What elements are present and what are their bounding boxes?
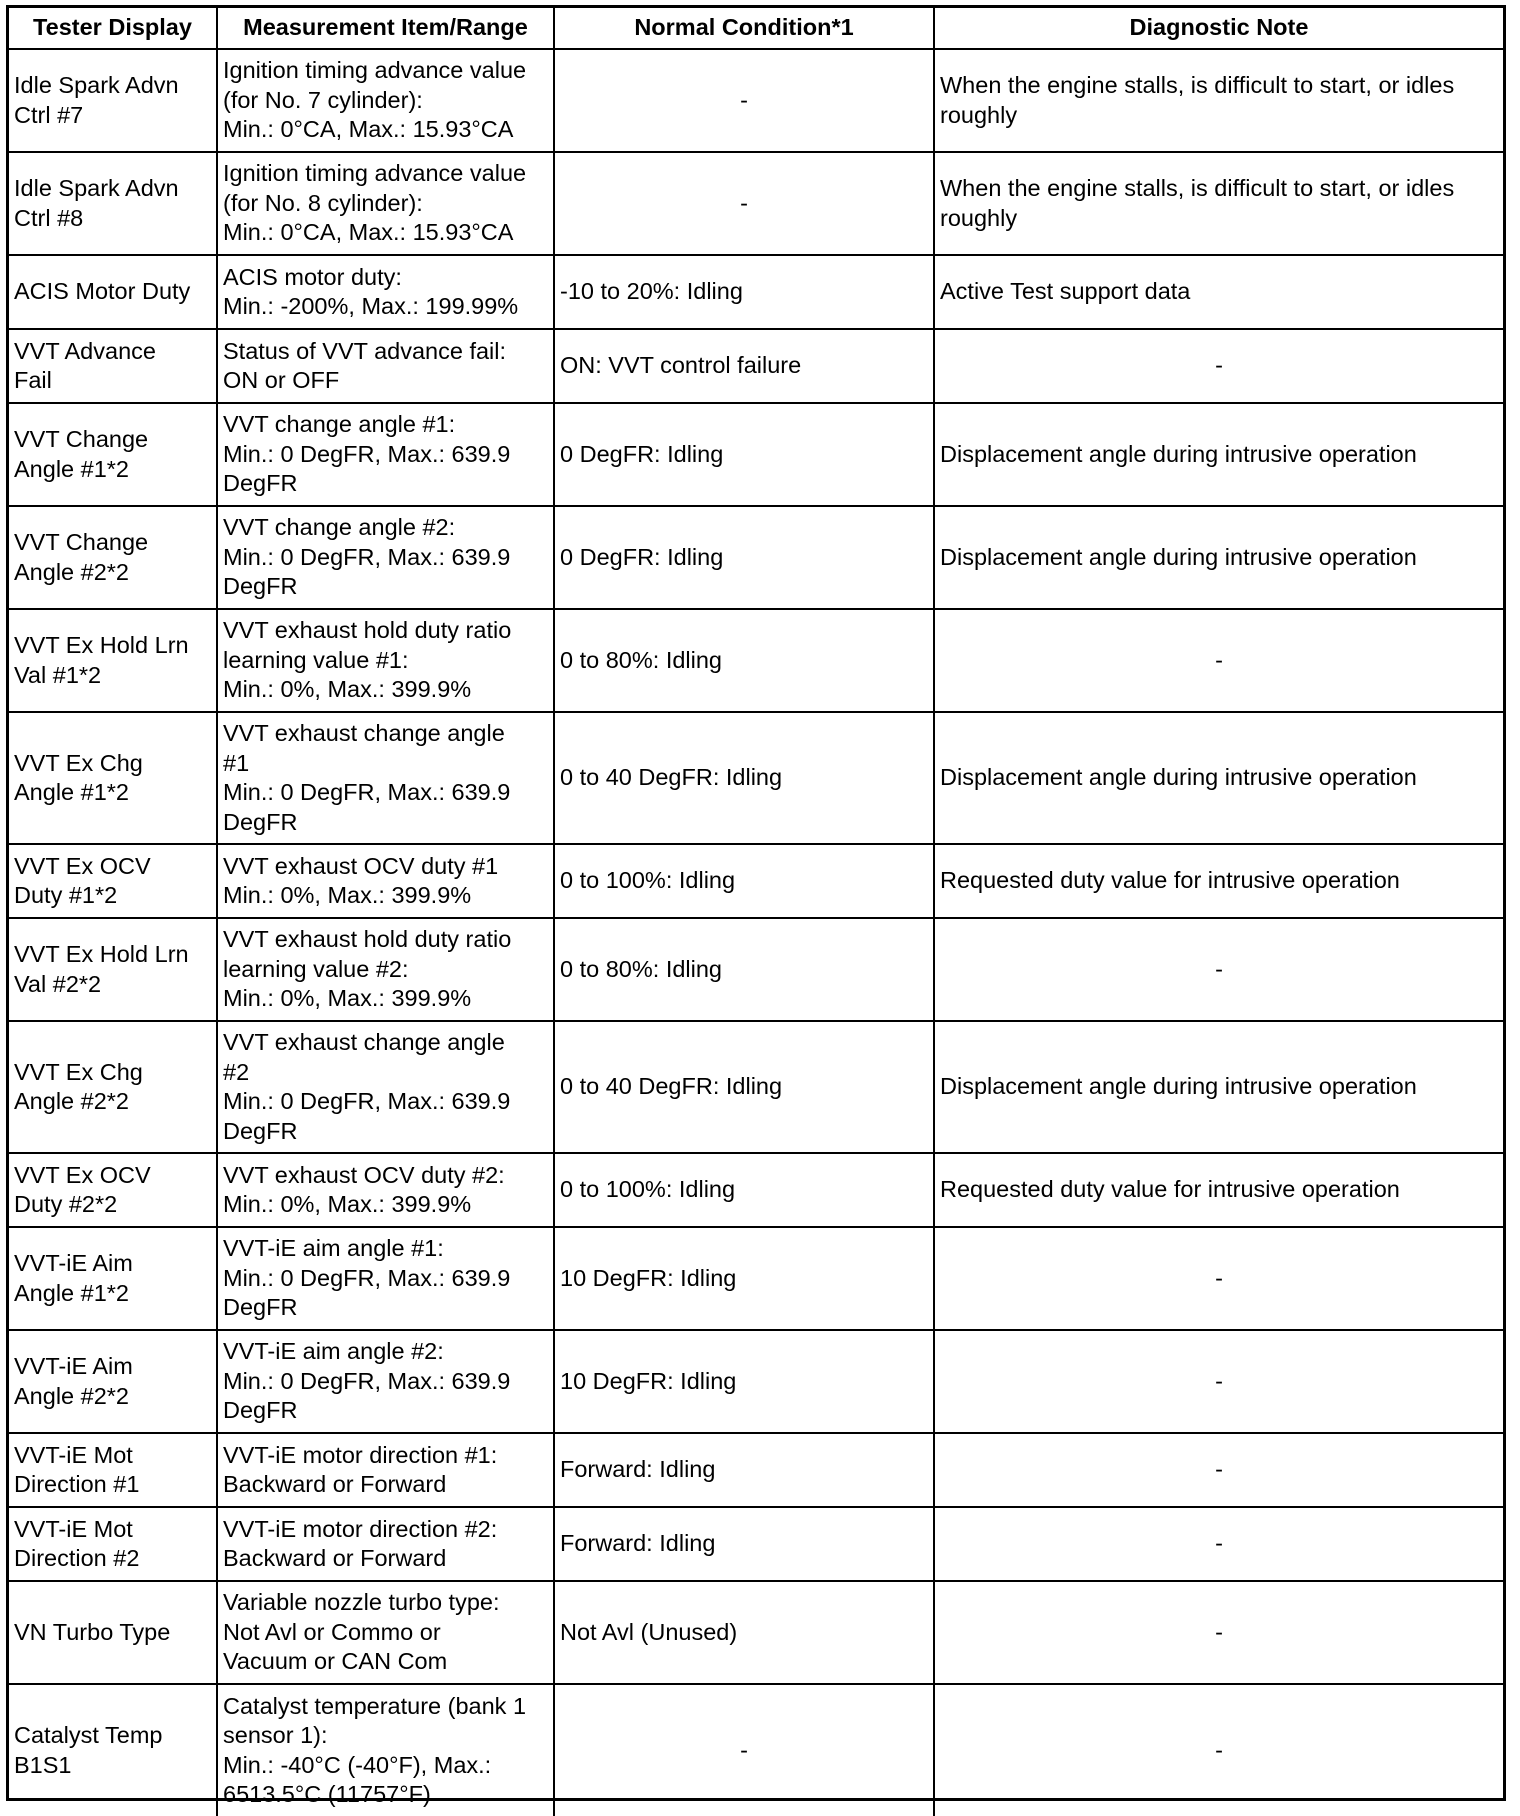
tester-display-cell-line: Duty #1*2 [14,882,118,908]
tester-display-cell-line: VVT Ex OCV [14,1161,151,1188]
normal-condition-cell: 0 to 100%: Idling [554,1153,934,1227]
diagnostic-note-cell: Active Test support data [934,255,1503,329]
measurement-cell-line: VVT-iE aim angle #2: [223,1338,444,1365]
tester-display-cell-line: Idle Spark Advn [14,175,179,201]
measurement-cell-line: Min.: 0 DegFR, Max.: 639.9 [223,440,511,467]
tester-display-cell-line: Duty #2*2 [14,1191,118,1217]
tester-display-cell-line: B1S1 [14,1751,72,1778]
measurement-cell-line: Status of VVT advance fail: [223,337,507,364]
measurement-cell-line: (for No. 8 cylinder): [223,189,423,216]
normal-condition-cell: Forward: Idling [554,1507,934,1581]
tester-display-cell-line: Idle Spark Advn [14,72,179,98]
measurement-cell-line: Min.: 0 DegFR, Max.: 639.9 [223,1367,511,1394]
diagnostic-note-cell: Requested duty value for intrusive operation [934,844,1503,918]
measurement-cell-line: learning value #1: [223,646,409,673]
measurement-cell-line: ACIS motor duty: [223,263,402,290]
tester-display-cell [9,712,217,844]
data-list-sheet [6,5,1506,1807]
measurement-cell-line: VVT-iE motor direction #2: [223,1515,498,1542]
tester-display-cell-line: Ctrl #8 [14,204,84,231]
table-row [9,844,1503,918]
tester-display-cell [9,1021,217,1153]
tester-display-cell-line: Val #1*2 [14,661,102,688]
tester-display-cell [9,403,217,506]
tester-display-cell-line: VVT Ex OCV [14,852,151,879]
tester-display-cell-line: Angle #1*2 [14,455,129,482]
diagnostic-note-cell: Displacement angle during intrusive operation [934,1021,1503,1153]
measurement-cell [217,609,554,712]
table-row [9,49,1503,152]
measurement-cell-line: Min.: 0 DegFR, Max.: 639.9 [223,1264,511,1291]
measurement-cell-line: Backward or Forward [223,1545,447,1571]
tester-display-cell-line: VVT-iE Mot [14,1515,133,1542]
tester-display-cell [9,506,217,609]
diagnostic-note-cell: - [934,1507,1503,1581]
normal-condition-cell: 10 DegFR: Idling [554,1227,934,1330]
measurement-cell [217,844,554,918]
measurement-cell-line: Catalyst temperature (bank 1 [223,1692,527,1719]
normal-condition-cell: 0 to 80%: Idling [554,918,934,1021]
tester-display-cell-line: VVT-iE Aim [14,1250,133,1276]
tester-display-cell-line: VVT Ex Hold Lrn [14,941,189,967]
table-row [9,1581,1503,1684]
measurement-cell-line: DegFR [223,1294,298,1321]
measurement-cell [217,918,554,1021]
tester-display-cell [9,1507,217,1581]
tester-display-cell-line: Angle #2*2 [14,558,129,585]
measurement-cell-line: DegFR [223,808,298,835]
normal-condition-cell: - [554,1684,934,1816]
table-row [9,609,1503,712]
table-row [9,918,1503,1021]
measurement-cell-line: VVT exhaust change angle [223,1029,505,1055]
measurement-cell-line: Min.: -40°C (-40°F), Max.: [223,1751,492,1778]
table-row [9,152,1503,255]
measurement-cell-line: Ignition timing advance value [223,160,527,187]
table-row [9,1227,1503,1330]
tester-display-cell-line: VVT Advance [14,337,156,364]
measurement-cell [217,329,554,403]
measurement-cell [217,1021,554,1153]
tester-display-cell-line: VN Turbo Type [14,1618,171,1645]
header-tester-display: Tester Display [9,8,217,49]
tester-display-cell-line: Ctrl #7 [14,101,84,128]
measurement-cell [217,1684,554,1816]
measurement-cell-line: Not Avl or Commo or [223,1618,441,1645]
tester-display-cell [9,1581,217,1684]
diagnostic-note-cell: - [934,1684,1503,1816]
tester-display-cell-line: VVT-iE Aim [14,1353,133,1379]
tester-display-cell-line: VVT Change [14,529,149,555]
diagnostic-note-cell: Displacement angle during intrusive operation [934,712,1503,844]
measurement-cell [217,403,554,506]
measurement-cell-line: DegFR [223,1117,298,1144]
diagnostic-note-cell: - [934,918,1503,1021]
measurement-cell-line: Min.: -200%, Max.: 199.99% [223,293,519,319]
measurement-cell-line: Ignition timing advance value [223,57,527,84]
measurement-cell-line: Min.: 0%, Max.: 399.9% [223,882,472,908]
diagnostic-note-cell: Displacement angle during intrusive operation [934,506,1503,609]
table-row [9,403,1503,506]
tester-display-cell-line: Catalyst Temp [14,1722,163,1748]
measurement-cell-line: VVT change angle #1: [223,411,456,438]
table-row [9,1153,1503,1227]
tester-display-cell-line: Direction #1 [14,1471,140,1497]
tester-display-cell-line: Val #2*2 [14,970,102,997]
measurement-cell-line: VVT-iE motor direction #1: [223,1441,498,1468]
table-row [9,1330,1503,1433]
tester-display-cell [9,152,217,255]
measurement-cell [217,152,554,255]
tester-display-cell [9,1684,217,1816]
tester-display-cell-line: VVT Change [14,426,149,452]
diagnostic-note-cell: Requested duty value for intrusive operation [934,1153,1503,1227]
table-row [9,1021,1503,1153]
tester-display-cell [9,1330,217,1433]
normal-condition-cell: -10 to 20%: Idling [554,255,934,329]
measurement-cell-line: VVT exhaust hold duty ratio [223,926,512,953]
measurement-cell-line: VVT exhaust OCV duty #2: [223,1161,505,1188]
measurement-cell-line: Min.: 0 DegFR, Max.: 639.9 [223,779,511,805]
measurement-cell-line: Variable nozzle turbo type: [223,1589,500,1616]
normal-condition-cell: 0 to 40 DegFR: Idling [554,712,934,844]
measurement-cell-line: Min.: 0 DegFR, Max.: 639.9 [223,543,511,570]
data-list-table [9,8,1503,1816]
header-normal-condition: Normal Condition*1 [554,8,934,49]
measurement-cell-line: Min.: 0°CA, Max.: 15.93°CA [223,219,514,246]
normal-condition-cell: 0 DegFR: Idling [554,506,934,609]
measurement-cell [217,1330,554,1433]
measurement-cell-line: VVT change angle #2: [223,514,456,541]
tester-display-cell-line: Angle #1*2 [14,1279,129,1306]
measurement-cell [217,1581,554,1684]
measurement-cell-line: Min.: 0%, Max.: 399.9% [223,676,472,703]
tester-display-cell [9,49,217,152]
normal-condition-cell: ON: VVT control failure [554,329,934,403]
measurement-cell [217,1227,554,1330]
diagnostic-note-cell: - [934,1581,1503,1684]
diagnostic-note-cell: - [934,609,1503,712]
tester-display-cell-line: VVT Ex Chg [14,1058,143,1085]
tester-display-cell-line: ACIS Motor Duty [14,278,191,305]
table-row [9,329,1503,403]
tester-display-cell-line: Angle #1*2 [14,779,129,805]
measurement-cell-line: DegFR [223,573,298,600]
measurement-cell-line: Min.: 0%, Max.: 399.9% [223,985,472,1012]
normal-condition-cell: 0 to 80%: Idling [554,609,934,712]
diagnostic-note-cell: - [934,1227,1503,1330]
tester-display-cell [9,255,217,329]
measurement-cell-line: Backward or Forward [223,1471,447,1497]
tester-display-cell [9,1227,217,1330]
table-row [9,1684,1503,1816]
table-row [9,255,1503,329]
diagnostic-note-cell: - [934,1330,1503,1433]
tester-display-cell [9,1433,217,1507]
diagnostic-note-cell: When the engine stalls, is difficult to start, or idles roughly [934,49,1503,152]
tester-display-cell-line: VVT-iE Mot [14,1441,133,1468]
measurement-cell-line: VVT exhaust OCV duty #1 [223,852,499,879]
table-row [9,1507,1503,1581]
tester-display-cell [9,918,217,1021]
measurement-cell-line: Min.: 0 DegFR, Max.: 639.9 [223,1088,511,1114]
measurement-cell [217,255,554,329]
tester-display-cell-line: VVT Ex Hold Lrn [14,632,189,658]
normal-condition-cell: 0 to 100%: Idling [554,844,934,918]
measurement-cell-line: VVT exhaust hold duty ratio [223,617,512,644]
measurement-cell-line: VVT-iE aim angle #1: [223,1235,444,1262]
measurement-cell-line: DegFR [223,470,298,497]
diagnostic-note-cell: When the engine stalls, is difficult to start, or idles roughly [934,152,1503,255]
normal-condition-cell: Not Avl (Unused) [554,1581,934,1684]
tester-display-cell-line: VVT Ex Chg [14,749,143,776]
measurement-cell-line: Min.: 0°CA, Max.: 15.93°CA [223,116,514,143]
measurement-cell-line: Vacuum or CAN Com [223,1648,448,1675]
tester-display-cell [9,844,217,918]
measurement-cell-line: learning value #2: [223,955,409,982]
tester-display-cell-line: Angle #2*2 [14,1382,129,1409]
normal-condition-cell: 10 DegFR: Idling [554,1330,934,1433]
measurement-cell [217,712,554,844]
diagnostic-note-cell: - [934,1433,1503,1507]
header-diagnostic-note: Diagnostic Note [934,8,1503,49]
measurement-cell [217,49,554,152]
diagnostic-note-cell: Displacement angle during intrusive operation [934,403,1503,506]
measurement-cell [217,506,554,609]
tester-display-cell [9,609,217,712]
measurement-cell-line: sensor 1): [223,1722,328,1748]
measurement-cell-line: (for No. 7 cylinder): [223,86,423,113]
table-row [9,1433,1503,1507]
measurement-cell-line: #2 [223,1058,250,1085]
tester-display-cell-line: Angle #2*2 [14,1088,129,1114]
diagnostic-note-cell: - [934,329,1503,403]
table-header-row [9,8,1503,49]
measurement-cell [217,1433,554,1507]
measurement-cell [217,1153,554,1227]
tester-display-cell [9,329,217,403]
normal-condition-cell: - [554,152,934,255]
measurement-cell-line: #1 [223,749,250,776]
normal-condition-cell: Forward: Idling [554,1433,934,1507]
table-body [9,49,1503,1816]
table-row [9,712,1503,844]
table-row [9,506,1503,609]
measurement-cell-line: Min.: 0%, Max.: 399.9% [223,1191,472,1217]
measurement-cell-line: ON or OFF [223,367,340,393]
normal-condition-cell: 0 to 40 DegFR: Idling [554,1021,934,1153]
tester-display-cell [9,1153,217,1227]
measurement-cell-line: DegFR [223,1397,298,1424]
measurement-cell [217,1507,554,1581]
tester-display-cell-line: Direction #2 [14,1545,140,1571]
tester-display-cell-line: Fail [14,367,52,393]
measurement-cell-line: VVT exhaust change angle [223,720,505,746]
normal-condition-cell: 0 DegFR: Idling [554,403,934,506]
measurement-cell-line: 6513.5°C (11757°F) [223,1781,431,1807]
header-measurement-item: Measurement Item/Range [217,8,554,49]
normal-condition-cell: - [554,49,934,152]
